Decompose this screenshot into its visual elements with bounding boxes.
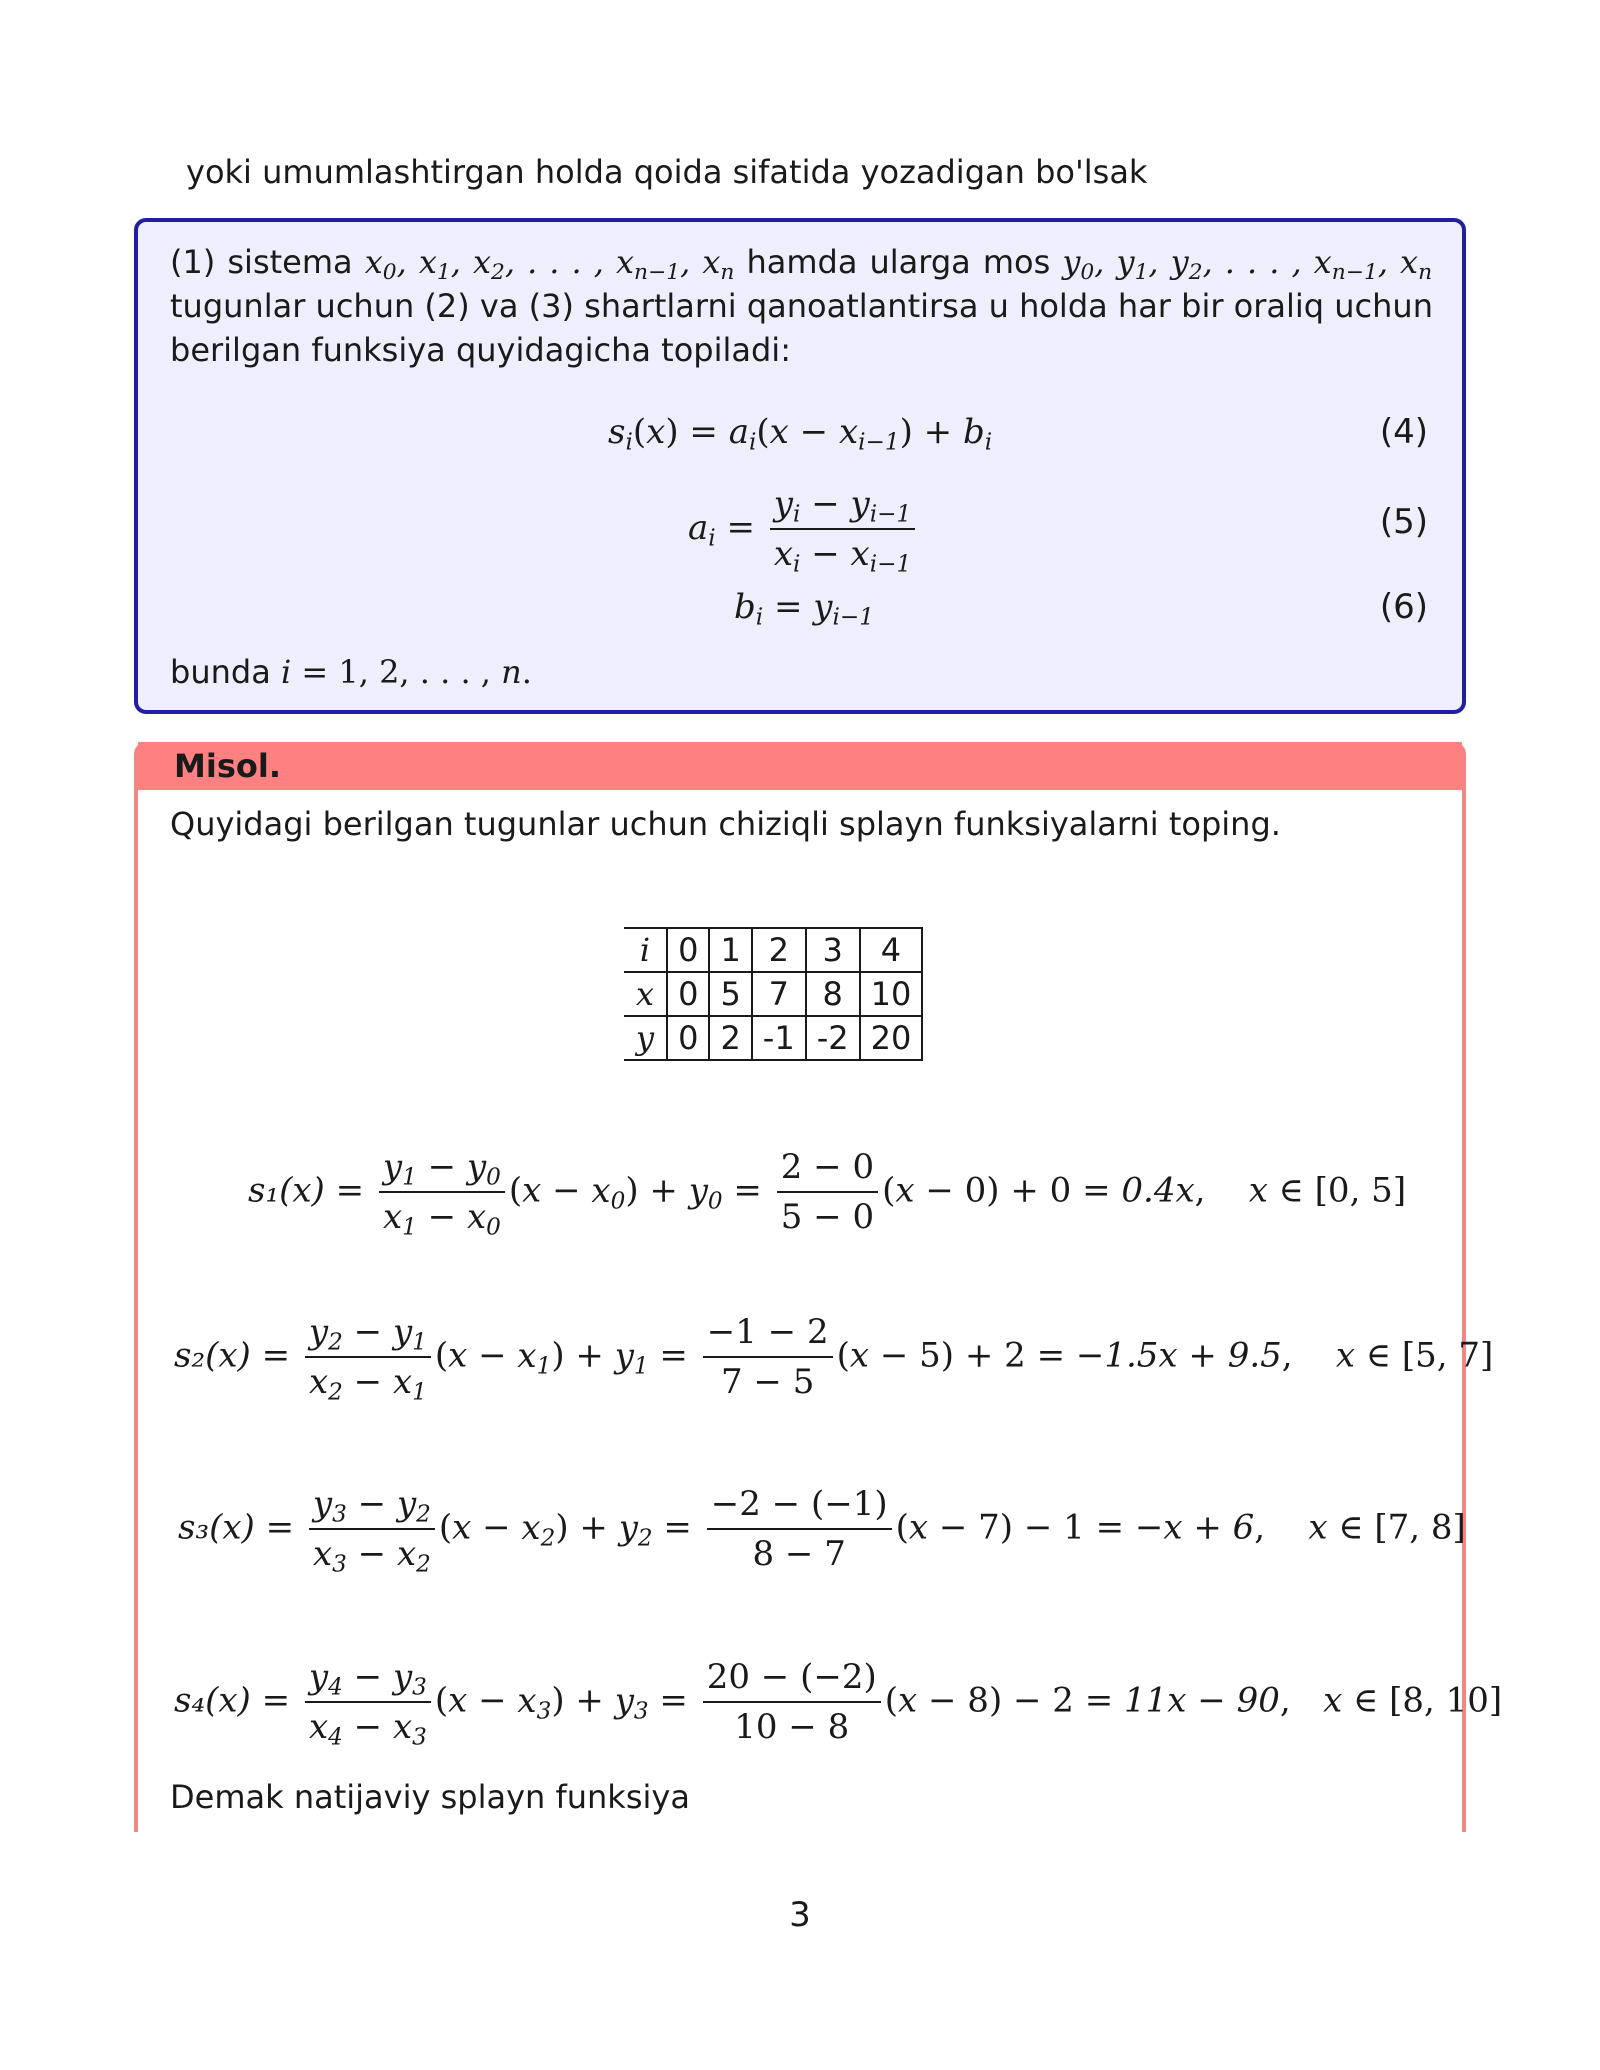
table-cell: 0 [667,928,709,972]
spline-interval: [0, 5] [1314,1170,1407,1211]
table-row [624,1016,922,1060]
theorem-line-1 [170,240,1432,284]
table-cell: 2 [709,1016,751,1060]
spline-label: s₂(x) [174,1335,251,1376]
spline-s1: s₁(x) = $\frac{y_1 - y_0}{x_1 - x_0}$ $(x - x_0) + y_0$ = $\frac{2 - 0}{5 - 0}$ (x − 0) + 0 = 0.4x, x ∈ [0, 5] [248,1147,1407,1241]
spline-interval: [8, 10] [1389,1680,1503,1721]
table-row-label: y [624,1016,667,1060]
table-row-label: x [624,972,667,1016]
table-cell: 7 [752,972,806,1016]
spline-s2: s₂(x) = $\frac{y_2 - y_1}{x_2 - x_1}$ $(x - x_1) + y_1$ = $\frac{-1 - 2}{7 - 5}$ (x − 5) + 2 = −1.5x + 9.5, x ∈ [5, 7] [174,1312,1494,1406]
equation-5: $a_i$ = $\frac{y_i - y_{i-1}}{x_i - x_{i-1}}$ [688,484,919,574]
theorem-word-sistema: (1) sistema [170,243,353,281]
theorem-block [134,218,1466,714]
nodes-table [624,927,923,1061]
spline-s3: s₃(x) = $\frac{y_3 - y_2}{x_3 - x_2}$ $(x - x_2) + y_2$ = $\frac{-2 - (-1)}{8 - 7}$ (x − 7) − 1 = −x + 6, x ∈ [7, 8] [178,1484,1466,1578]
spline-interval: [5, 7] [1401,1335,1494,1376]
spline-result: 0.4x [1121,1170,1195,1211]
table-cell: 2 [752,928,806,972]
equation-5-number: (5) [1379,502,1428,542]
nodes-y-list: $y_0$, $y_1$, $y_2$, . . . , $x_{n-1}$, $x_n$ [1062,243,1433,286]
spline-label: s₃(x) [178,1507,255,1548]
spline-interval: [7, 8] [1374,1507,1466,1548]
theorem-text [170,240,1432,372]
theorem-line-2: tugunlar uchun (2) va (3) shartlarni qanoatlantirsa u holda har bir oraliq uchun [170,287,1433,325]
spline-result: −x + 6 [1134,1507,1255,1548]
spline-result: 11x − 90 [1124,1680,1280,1721]
table-row [624,928,922,972]
example-task-text: Quyidagi berilgan tugunlar uchun chiziqli splayn funksiyalarni toping. [170,805,1281,843]
table-cell: 8 [806,972,860,1016]
table-cell: 20 [860,1016,923,1060]
table-cell: -2 [806,1016,860,1060]
equation-4: $s_i(x) = a_i(x - x_{i-1}) + b_i$ [608,412,993,456]
example-title: Misol. [138,742,1462,790]
spline-s4: s₄(x) = $\frac{y_4 - y_3}{x_4 - x_3}$ $(x - x_3) + y_3$ = $\frac{20 - (-2)}{10 - 8}$ (x − 8) − 2 = 11x − 90, x ∈ [8, 10] [174,1657,1503,1751]
table-row [624,972,922,1016]
table-cell: 0 [667,1016,709,1060]
table-cell: -1 [752,1016,806,1060]
example-conclusion-text: Demak natijaviy splayn funksiya [170,1778,690,1816]
page-number: 3 [789,1895,811,1935]
spline-label: s₁(x) [248,1170,325,1211]
table-cell: 0 [667,972,709,1016]
theorem-footer-word: bunda [170,653,271,691]
theorem-footer: bunda i = 1, 2, . . . , n. [170,653,532,691]
table-cell: 4 [860,928,923,972]
table-cell: 1 [709,928,751,972]
nodes-x-list: $x_0$, $x_1$, $x_2$, . . . , $x_{n-1}$, $x_n$ [364,243,735,286]
table-row-label: i [624,928,667,972]
theorem-line-3: berilgan funksiya quyidagicha topiladi: [170,331,791,369]
spline-label: s₄(x) [174,1680,251,1721]
table-cell: 5 [709,972,751,1016]
equation-4-number: (4) [1379,412,1428,452]
example-block [134,742,1503,1832]
equation-6: $b_i = y_{i-1}$ [734,587,874,631]
theorem-word-hamda: hamda ularga mos [746,243,1051,281]
equation-6-number: (6) [1379,587,1428,627]
intro-text: yoki umumlashtirgan holda qoida sifatida yozadigan bo'lsak [186,153,1148,191]
spline-result: −1.5x + 9.5 [1075,1335,1282,1376]
table-cell: 3 [806,928,860,972]
table-cell: 10 [860,972,923,1016]
